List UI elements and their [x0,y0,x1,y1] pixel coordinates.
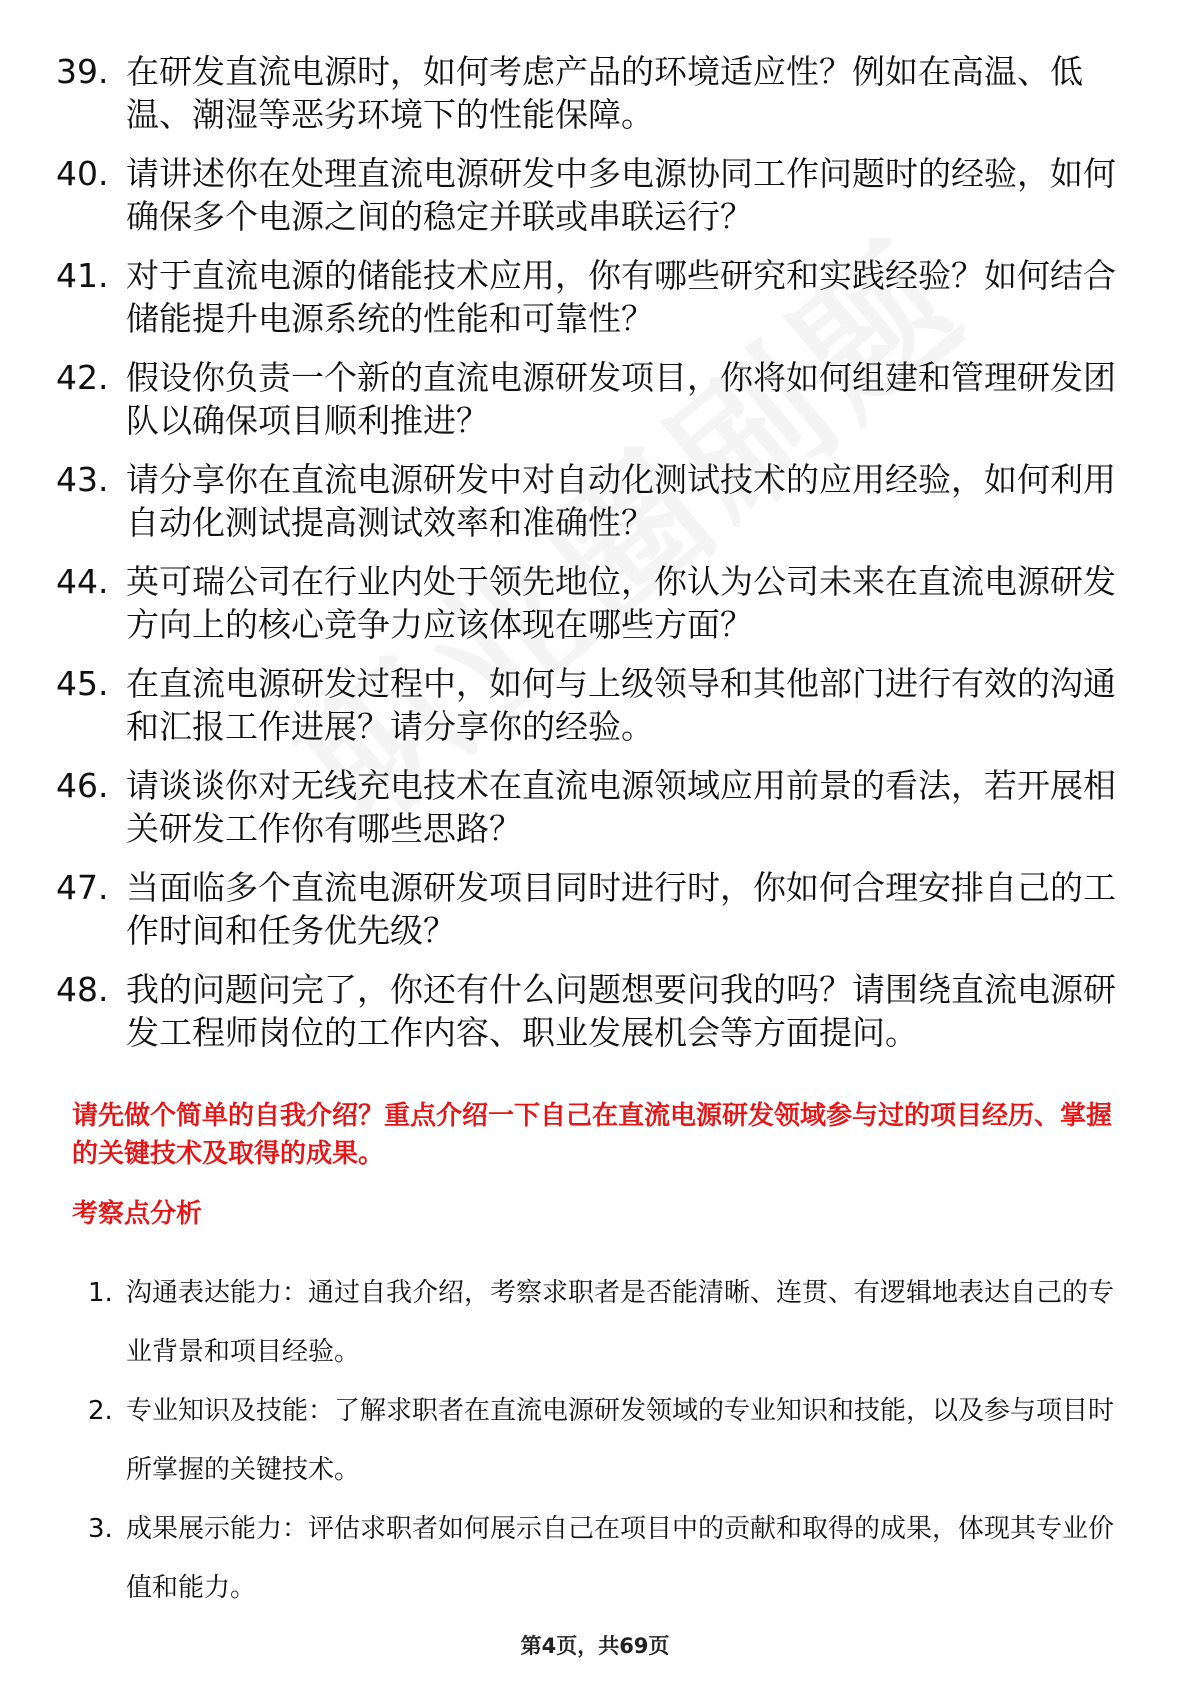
question-item [56,356,1136,442]
analysis-title: 考察点分析 [72,1199,203,1229]
highlight-question: 请先做个简单的自我介绍？重点介绍一下自己在直流电源研发领域参与过的项目经历、掌握的关键技术及取得的成果。 [72,1101,1113,1169]
analysis-text: 沟通表达能力：通过自我介绍，考察求职者是否能清晰、连贯、有逻辑地表达自己的专业背景和项目经验。 [126,1278,1115,1367]
analysis-number: 1. [88,1278,113,1308]
analysis-list [80,1264,1120,1618]
question-text: 我的问题问完了，你还有什么问题想要问我的吗？请围绕直流电源研发工程师岗位的工作内容、职业发展机会等方面提问。 [126,970,1116,1052]
analysis-number: 2. [88,1396,113,1426]
question-text: 对于直流电源的储能技术应用，你有哪些研究和实践经验？如何结合储能提升电源系统的性能和可靠性？ [126,256,1116,338]
question-text: 请分享你在直流电源研发中对自动化测试技术的应用经验，如何利用自动化测试提高测试效率和准确性？ [126,460,1116,542]
question-text: 在研发直流电源时，如何考虑产品的环境适应性？例如在高温、低温、潮湿等恶劣环境下的性能保障。 [126,52,1083,134]
page-footer: 第4页，共69页 [520,1634,670,1658]
question-item [56,968,1136,1054]
question-number: 43. [56,460,109,499]
question-number: 39. [56,52,109,91]
question-number: 44. [56,562,109,601]
analysis-item [80,1264,1120,1382]
analysis-text: 成果展示能力：评估求职者如何展示自己在项目中的贡献和取得的成果，体现其专业价值和能力。 [126,1514,1115,1603]
question-number: 41. [56,256,109,295]
question-text: 在直流电源研发过程中，如何与上级领导和其他部门进行有效的沟通和汇报工作进展？请分享你的经验。 [126,664,1116,746]
analysis-number: 3. [88,1514,113,1544]
question-text: 请讲述你在处理直流电源研发中多电源协同工作问题时的经验，如何确保多个电源之间的稳定并联或串联运行？ [126,154,1116,236]
question-number: 45. [56,664,109,703]
question-text: 英可瑞公司在行业内处于领先地位，你认为公司未来在直流电源研发方向上的核心竞争力应该体现在哪些方面？ [126,562,1116,644]
analysis-item [80,1382,1120,1500]
question-item [56,50,1136,136]
question-item [56,560,1136,646]
question-text: 当面临多个直流电源研发项目同时进行时，你如何合理安排自己的工作时间和任务优先级？ [126,868,1116,950]
question-item [56,152,1136,238]
question-item [56,764,1136,850]
question-item [56,254,1136,340]
question-text: 请谈谈你对无线充电技术在直流电源领域应用前景的看法，若开展相关研发工作你有哪些思路？ [126,766,1116,848]
question-text: 假设你负责一个新的直流电源研发项目，你将如何组建和管理研发团队以确保项目顺利推进？ [126,358,1116,440]
question-number: 47. [56,868,109,907]
question-number: 42. [56,358,109,397]
question-item [56,458,1136,544]
question-list [56,50,1136,1070]
question-number: 48. [56,970,109,1009]
question-item [56,662,1136,748]
analysis-item [80,1500,1120,1618]
analysis-text: 专业知识及技能：了解求职者在直流电源研发领域的专业知识和技能，以及参与项目时所掌握的关键技术。 [126,1396,1115,1485]
question-number: 40. [56,154,109,193]
question-number: 46. [56,766,109,805]
question-item [56,866,1136,952]
